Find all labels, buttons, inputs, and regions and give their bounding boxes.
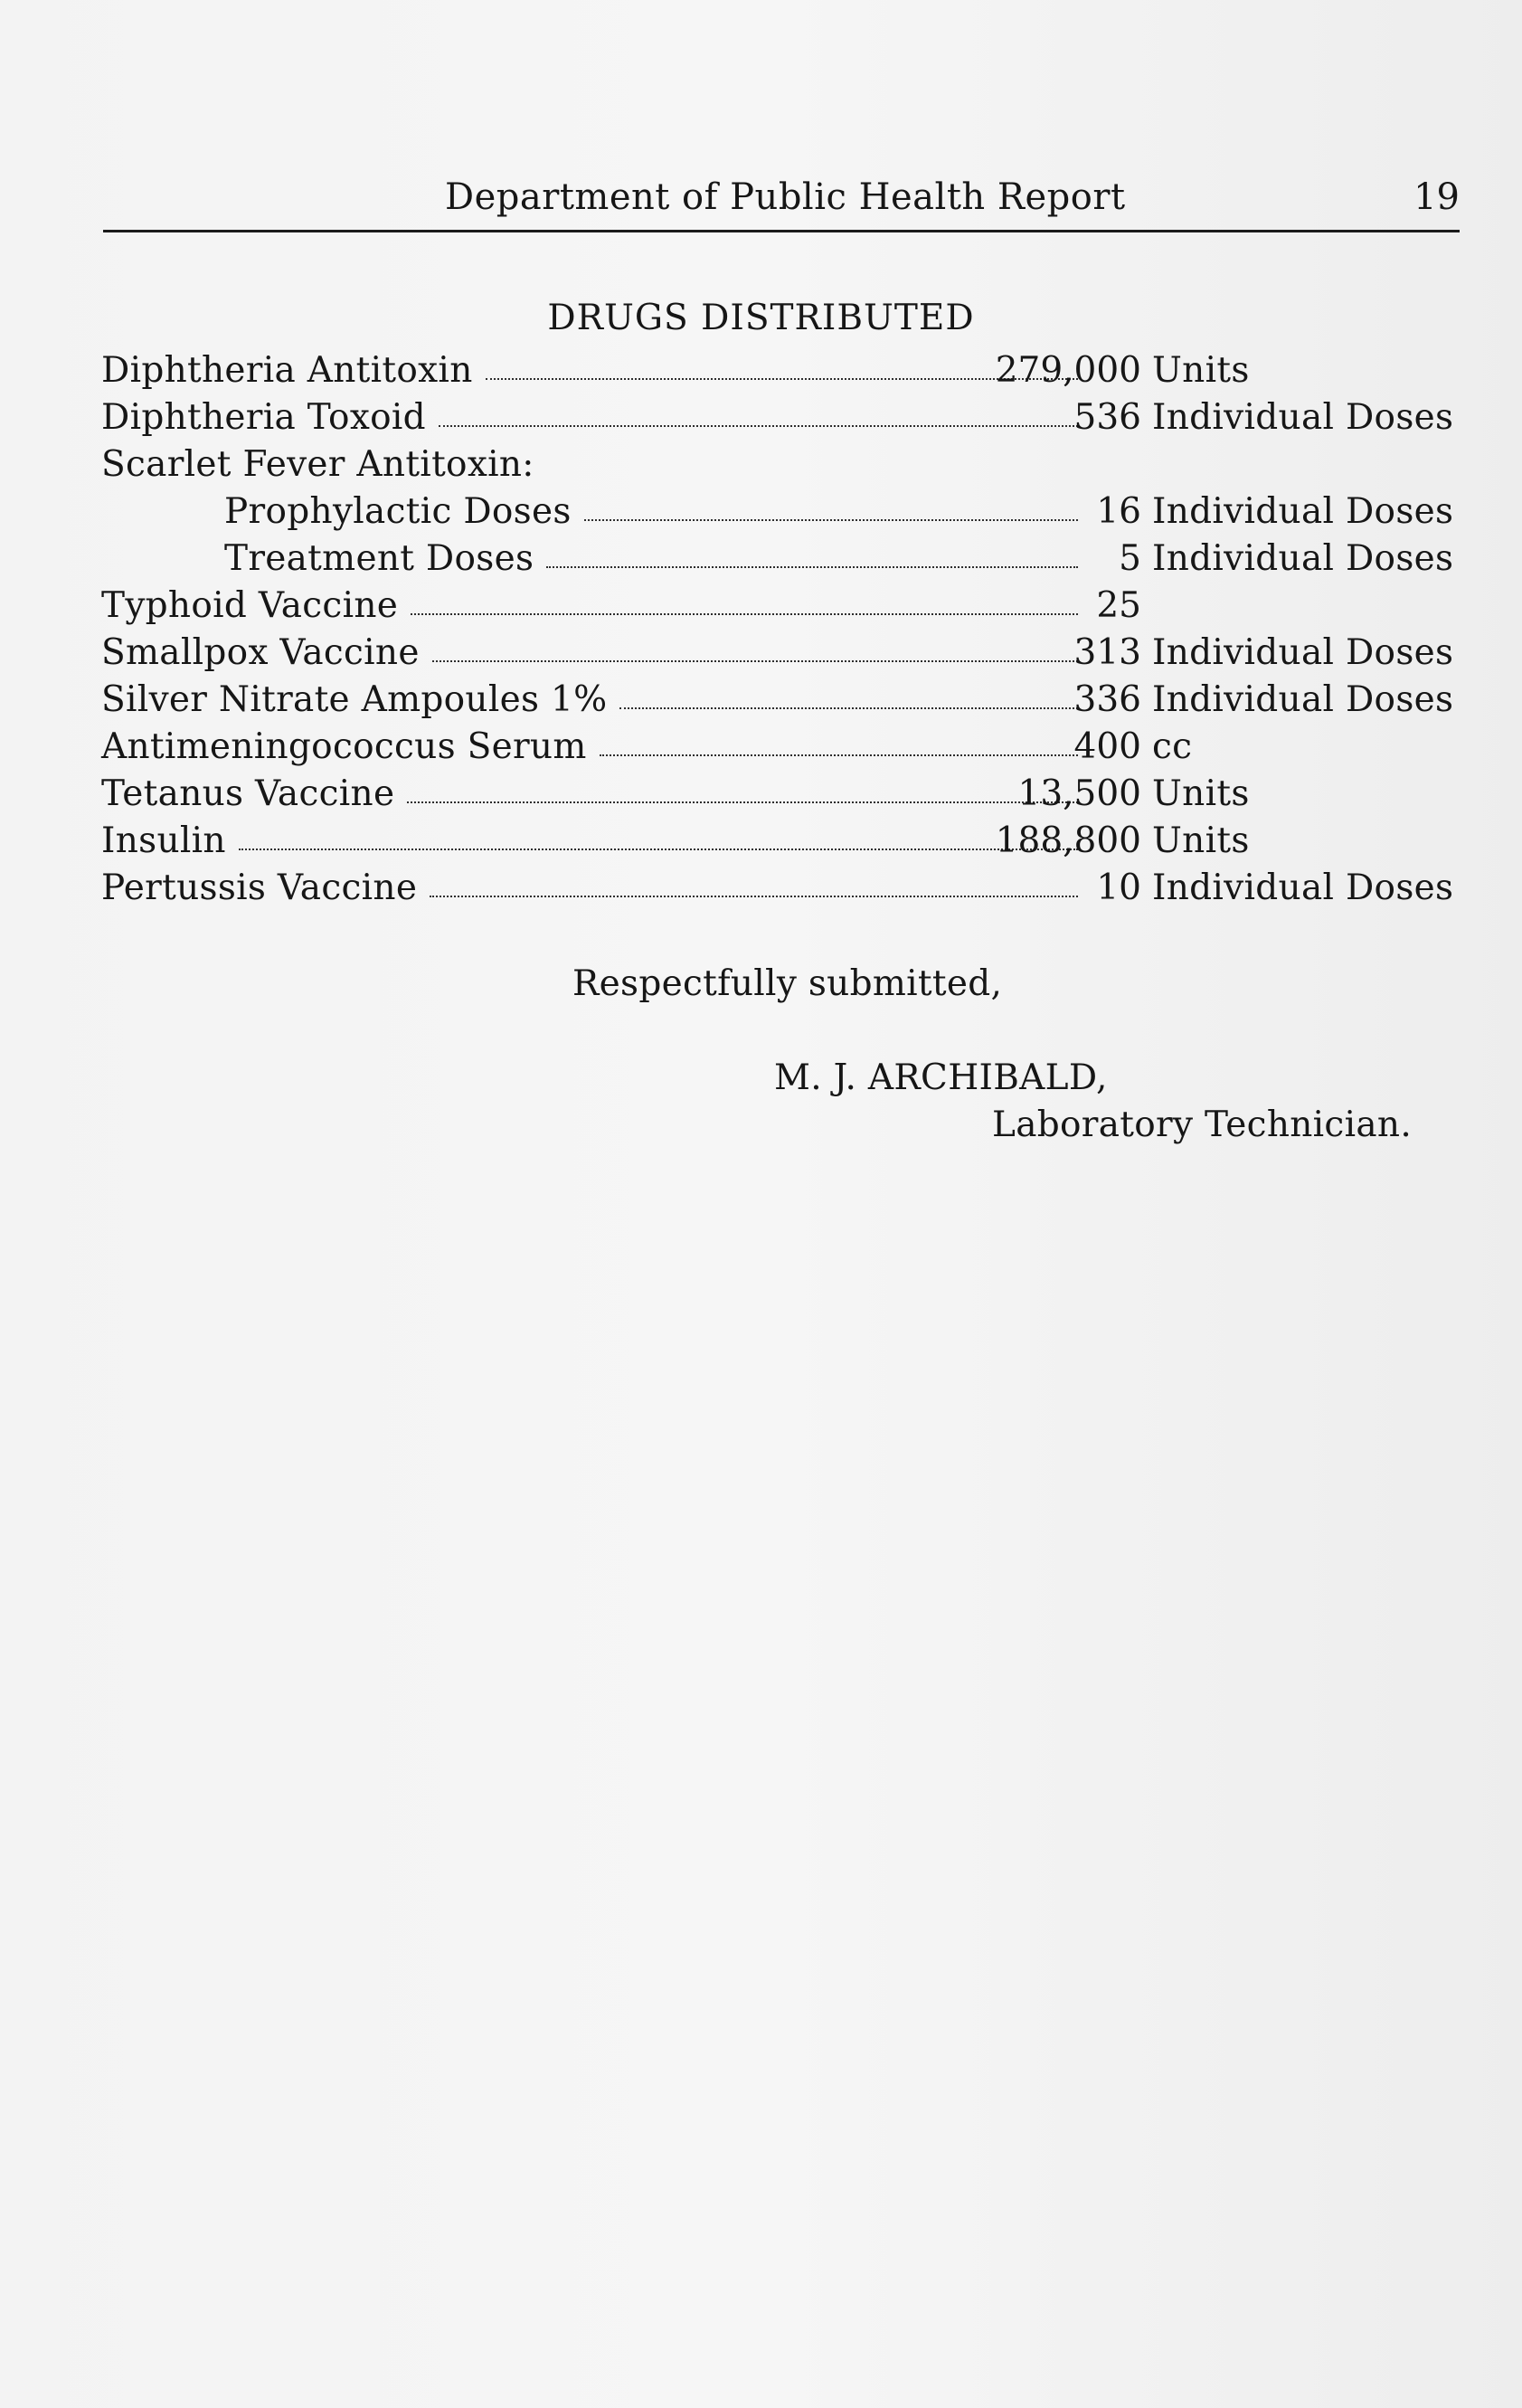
drug-unit: Units <box>1152 773 1250 814</box>
list-item <box>101 677 1467 724</box>
header-rule <box>103 230 1460 232</box>
drug-quantity: 279,000 <box>995 350 1141 391</box>
drug-quantity: 188,800 <box>995 820 1141 861</box>
drug-quantity: 313 <box>1073 632 1141 673</box>
drug-name: Insulin <box>101 820 226 861</box>
drug-quantity: 13,500 <box>1017 773 1141 814</box>
drug-name: Typhoid Vaccine <box>101 585 399 626</box>
list-item <box>101 724 1467 771</box>
drug-name: Tetanus Vaccine <box>101 773 395 814</box>
drug-quantity: 536 <box>1073 397 1141 438</box>
drug-quantity: 400 <box>1073 726 1141 767</box>
drug-name: Pertussis Vaccine <box>101 867 418 908</box>
drug-quantity: 25 <box>1096 585 1141 626</box>
list-item <box>101 536 1467 583</box>
drug-unit: Individual Doses <box>1152 867 1454 908</box>
drug-unit: Individual Doses <box>1152 538 1454 579</box>
drug-unit: cc <box>1152 726 1193 767</box>
drug-name: Smallpox Vaccine <box>101 632 420 673</box>
list-item <box>101 441 1467 488</box>
drug-unit: Units <box>1152 820 1250 861</box>
list-item <box>101 394 1467 441</box>
list-item <box>101 865 1467 912</box>
drug-group-name: Scarlet Fever Antitoxin: <box>101 444 534 485</box>
drug-unit: Individual Doses <box>1152 679 1454 720</box>
drug-distribution-list <box>101 347 1467 912</box>
page-number: 19 <box>1413 176 1460 218</box>
signer-name: M. J. ARCHIBALD, <box>774 1057 1108 1098</box>
drug-quantity: 10 <box>1096 867 1141 908</box>
drug-name: Antimeningococcus Serum <box>101 726 587 767</box>
drug-quantity: 336 <box>1073 679 1141 720</box>
drug-unit: Individual Doses <box>1152 397 1454 438</box>
list-item <box>101 771 1467 818</box>
drug-name: Diphtheria Toxoid <box>101 397 426 438</box>
signer-title: Laboratory Technician. <box>992 1104 1413 1145</box>
drug-quantity: 5 <box>1119 538 1141 579</box>
section-title: DRUGS DISTRIBUTED <box>547 298 975 338</box>
drug-unit: Individual Doses <box>1152 632 1454 673</box>
drug-name: Prophylactic Doses <box>224 491 572 532</box>
list-item <box>101 488 1467 536</box>
list-item <box>101 583 1467 630</box>
drug-name: Diphtheria Antitoxin <box>101 350 473 391</box>
drug-name: Treatment Doses <box>224 538 534 579</box>
drug-name: Silver Nitrate Ampoules 1% <box>101 679 608 720</box>
running-header <box>101 174 1460 224</box>
list-item <box>101 347 1467 394</box>
drug-unit: Units <box>1152 350 1250 391</box>
closing-line: Respectfully submitted, <box>572 963 1003 1004</box>
drug-unit: Individual Doses <box>1152 491 1454 532</box>
list-item <box>101 630 1467 677</box>
drug-quantity: 16 <box>1096 491 1141 532</box>
running-title: Department of Public Health Report <box>445 176 1126 218</box>
list-item <box>101 818 1467 865</box>
